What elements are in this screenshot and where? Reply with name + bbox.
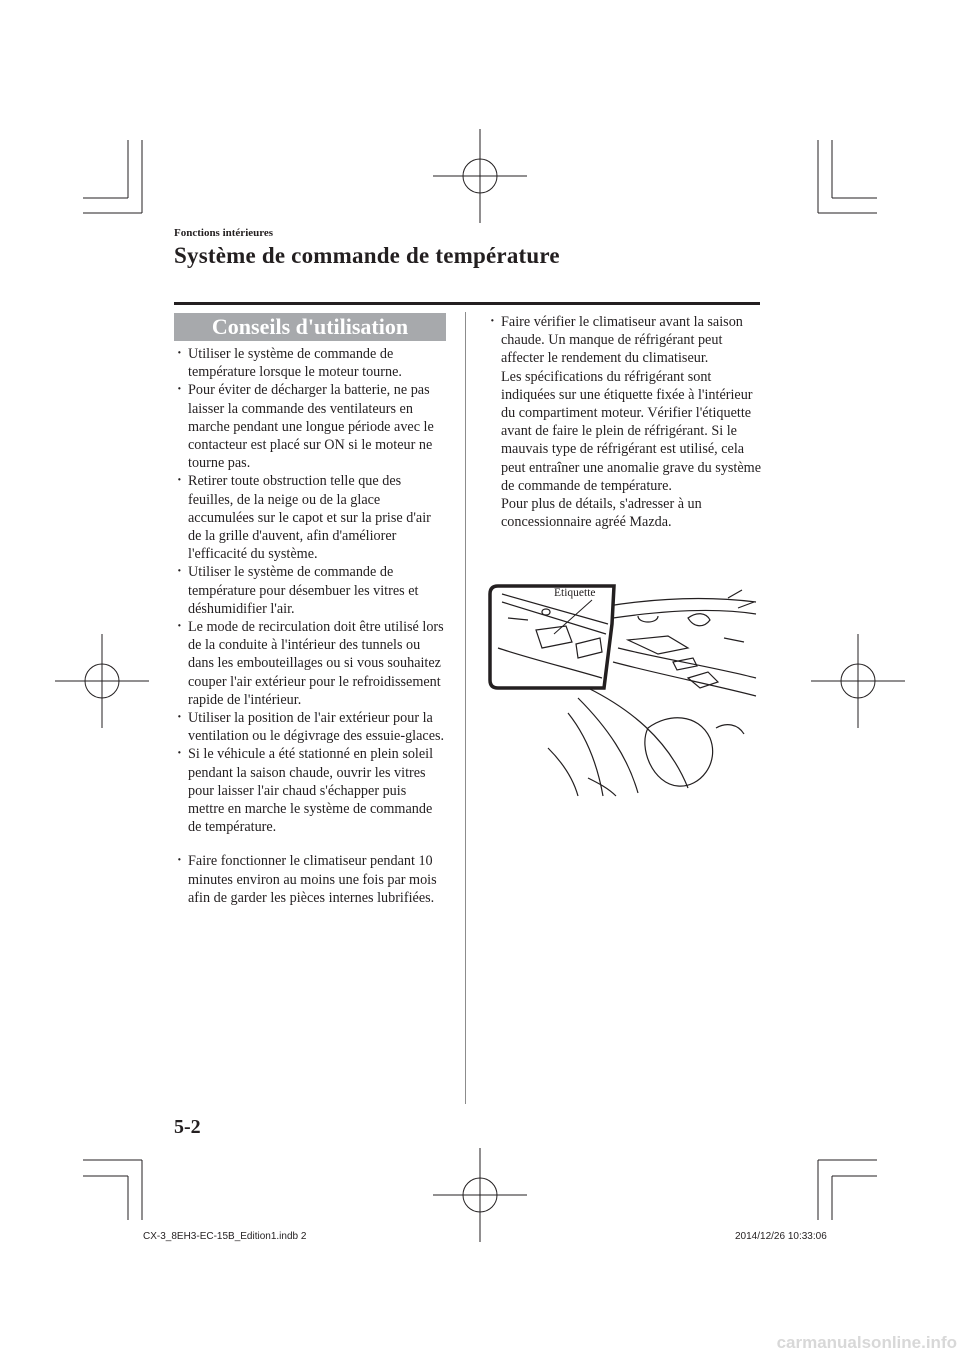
paragraph: Les spécifications du réfrigérant sont indiquées sur une étiquette fixée à l'intérieur du compartiment moteur. Vérifier l'étiquette avant de faire le plein de réfrigérant. Si le mauvais type de réfrigérant est utilisé, cela peut entraîner une anomalie grave du système de commande de température.	[501, 368, 762, 494]
column-divider	[465, 312, 466, 1104]
print-footer-date: 2014/12/26 10:33:06	[735, 1231, 827, 1242]
list-item: · Utiliser le système de commande de température lorsque le moteur tourne.	[174, 345, 446, 381]
list-item: · Utiliser le système de commande de température pour désembuer les vitres et déshumidifier l'air.	[174, 563, 446, 618]
header-rule	[174, 302, 760, 305]
tips-banner: Conseils d'utilisation	[174, 313, 446, 341]
list-item: · Le mode de recirculation doit être utilisé lors de la conduite à l'intérieur des tunnels ou dans les embouteillages ou si vous souhaitez couper l'air extérieur pour le refroidissement rapide de l'intérieur.	[174, 618, 446, 709]
list-item: · Faire fonctionner le climatiseur pendant 10 minutes environ au moins une fois par mois afin de garder les pièces internes lubrifiées.	[174, 852, 446, 907]
list-item: · Si le véhicule a été stationné en plein soleil pendant la saison chaude, ouvrir les vitres pour laisser l'air chaud s'échapper puis mettre en marche le système de commande de température.	[174, 745, 446, 836]
list-item: · Pour éviter de décharger la batterie, ne pas laisser la commande des ventilateurs en marche pendant une longue période avec le contacteur est placé sur ON si le moteur ne tourne pas.	[174, 381, 446, 472]
list-item: · Utiliser la position de l'air extérieur pour la ventilation ou le dégivrage des essuie-glaces.	[174, 709, 446, 745]
section-label: Fonctions intérieures	[174, 227, 274, 239]
list-item	[487, 313, 762, 531]
page-title: Système de commande de température	[174, 243, 560, 268]
paragraph: Pour plus de détails, s'adresser à un concessionnaire agréé Mazda.	[501, 496, 702, 531]
print-footer-file: CX-3_8EH3-EC-15B_Edition1.indb 2	[143, 1231, 307, 1242]
engine-compartment-illustration	[488, 578, 758, 798]
label-callout: Etiquette	[554, 587, 596, 599]
list-item: · Retirer toute obstruction telle que des feuilles, de la neige ou de la glace accumulées sur le capot et sur la prise d'air de la grille d'auvent, afin d'améliorer l'efficacité du système.	[174, 472, 446, 563]
left-column	[174, 345, 446, 907]
right-column	[487, 313, 762, 531]
detail-frame	[490, 586, 614, 688]
page-number: 5-2	[174, 1116, 201, 1138]
paragraph: · Faire vérifier le climatiseur avant la saison chaude. Un manque de réfrigérant peut affecter le rendement du climatiseur.	[501, 314, 743, 367]
watermark: carmanualsonline.info	[776, 1333, 957, 1352]
